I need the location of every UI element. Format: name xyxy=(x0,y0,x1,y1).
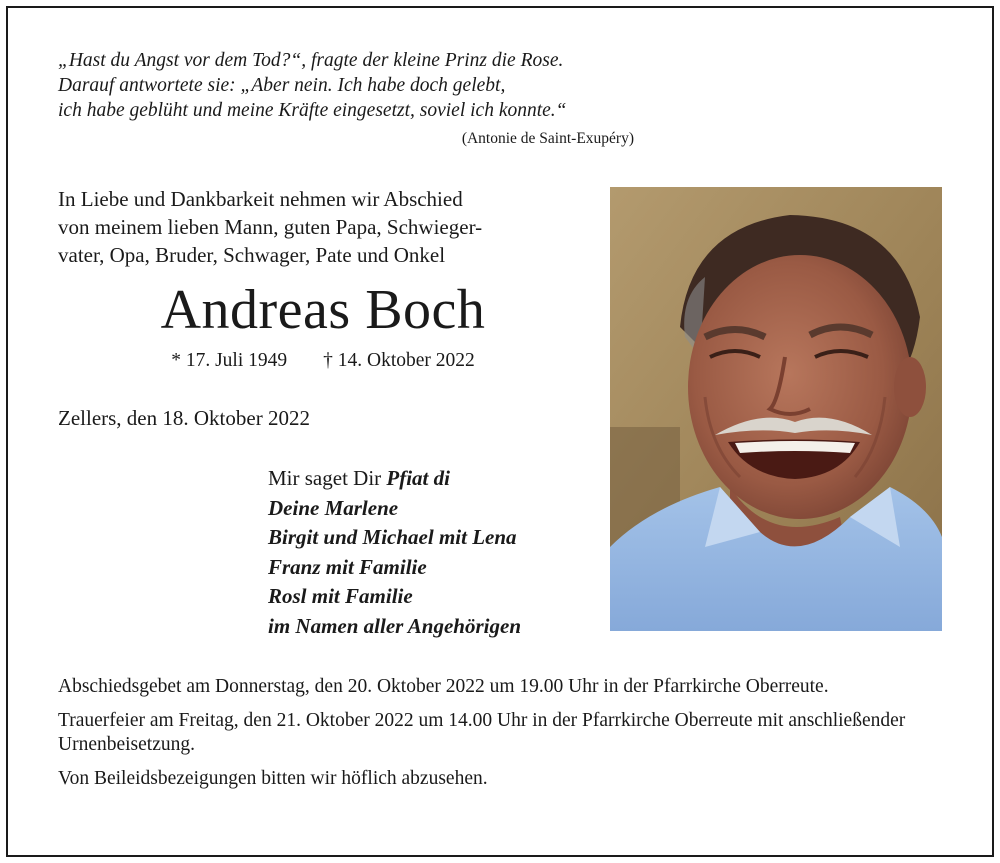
quote-line: Darauf antwortete sie: „Aber nein. Ich habe doch gelebt, xyxy=(58,75,506,96)
deceased-name: Andreas Boch xyxy=(160,279,486,341)
farewell-prayer-notice: Abschiedsgebet am Donnerstag, den 20. Oktober 2022 um 19.00 Uhr in der Pfarrkirche Oberreute. xyxy=(58,676,829,697)
funeral-service-notice: Trauerfeier am Freitag, den 21. Oktober 2022 um 14.00 Uhr in der Pfarrkirche Oberreute mit anschließender Urnenbeisetzung. xyxy=(58,710,906,755)
quote-source: (Antonie de Saint-Exupéry) xyxy=(461,130,634,147)
ceremony-notices xyxy=(58,675,948,801)
intro-text xyxy=(58,185,588,269)
intro-line: von meinem lieben Mann, guten Papa, Schwieger- xyxy=(58,215,483,239)
place-date: Zellers, den 18. Oktober 2022 xyxy=(58,406,310,430)
condolence-notice: Von Beileidsbezeigungen bitten wir höflich abzusehen. xyxy=(58,768,488,789)
life-dates xyxy=(58,350,588,372)
intro-line: vater, Opa, Bruder, Schwager, Pate und Onkel xyxy=(58,243,446,267)
quote-block xyxy=(58,48,638,147)
mourner-line: Deine Marlene xyxy=(268,495,399,520)
quote-line: ich habe geblüht und meine Kräfte eingesetzt, soviel ich konnte.“ xyxy=(58,100,567,121)
quote-line: „Hast du Angst vor dem Tod?“, fragte der kleine Prinz die Rose. xyxy=(58,50,564,71)
mourner-line: Franz mit Familie xyxy=(268,554,427,579)
mourner-line: Birgit und Michael mit Lena xyxy=(268,525,517,549)
death-date: † 14. Oktober 2022 xyxy=(323,350,475,371)
portrait-photo xyxy=(610,187,942,631)
signoff-block xyxy=(268,464,521,641)
portrait-illustration xyxy=(610,187,942,631)
signoff-farewell-line xyxy=(268,464,521,494)
signoff-prefix: Mir saget Dir xyxy=(268,466,387,490)
mourner-line: Rosl mit Familie xyxy=(268,584,413,608)
farewell-word: Pfiat di xyxy=(386,466,450,490)
mourner-line: im Namen aller Angehörigen xyxy=(268,613,521,638)
intro-line: In Liebe und Dankbarkeit nehmen wir Abschied xyxy=(58,187,463,211)
birth-date: * 17. Juli 1949 xyxy=(171,350,288,371)
